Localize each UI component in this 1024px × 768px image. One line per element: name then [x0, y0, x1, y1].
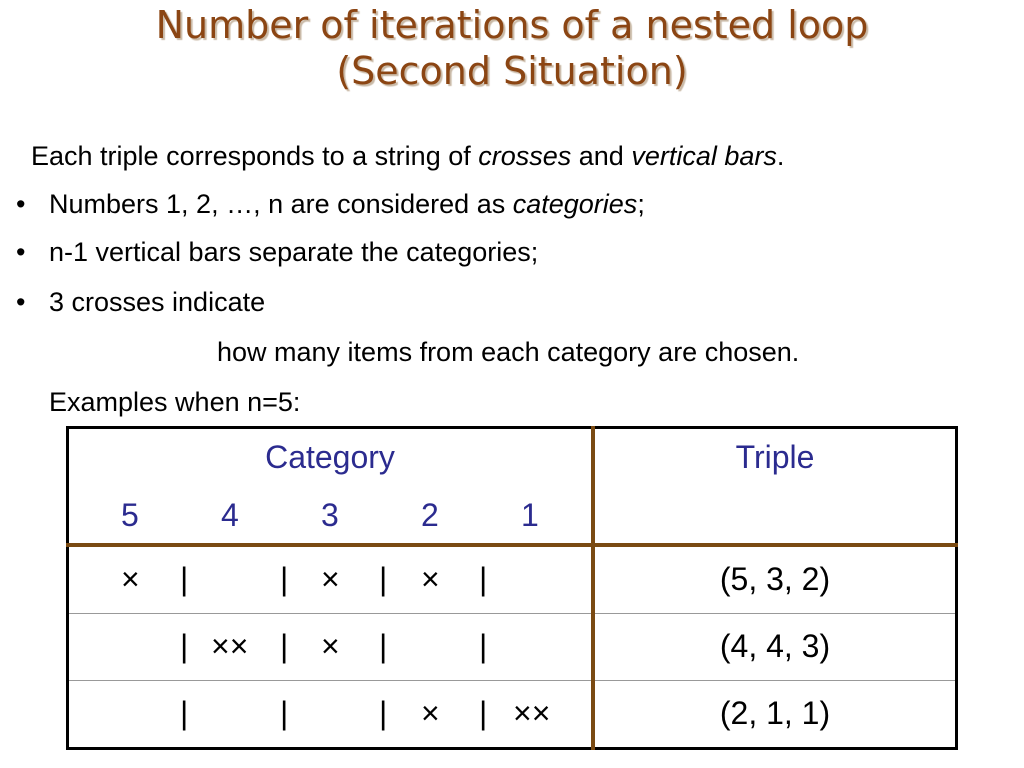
bullet-item-2: n-1 vertical bars separate the categories; [49, 237, 539, 267]
bullet-1-after: ; [637, 189, 645, 219]
pattern-symbol: | [280, 628, 289, 664]
pattern-symbol: | [280, 695, 289, 731]
pattern-symbol: | [180, 561, 189, 597]
pattern-cell [68, 681, 594, 749]
slide-title [0, 2, 1024, 94]
triple-header: Triple [735, 439, 815, 475]
bullet-item-1 [49, 188, 645, 220]
cross-bar-pattern [69, 695, 591, 735]
table-header-row [68, 428, 957, 546]
triple-cell [593, 681, 957, 749]
pattern-symbol: | [180, 695, 189, 731]
intro-before: Each triple corresponds to a string of [31, 141, 479, 171]
table-row [68, 614, 957, 681]
pattern-symbol: × [421, 561, 440, 597]
category-number: 3 [321, 497, 339, 533]
category-number: 5 [121, 497, 139, 533]
pattern-symbol: ×× [513, 695, 551, 731]
pattern-symbol: × [321, 561, 340, 597]
intro-vertical-bars: vertical bars [631, 141, 777, 171]
category-number: 2 [421, 497, 439, 533]
triple-header-cell [593, 428, 957, 546]
pattern-symbol: | [379, 561, 388, 597]
pattern-symbol: | [479, 628, 488, 664]
pattern-symbol: × [321, 628, 340, 664]
pattern-symbol: | [379, 628, 388, 664]
pattern-symbol: × [421, 695, 440, 731]
pattern-symbol: | [180, 628, 189, 664]
pattern-symbol: | [479, 695, 488, 731]
pattern-cell [68, 614, 594, 681]
triple-value: (5, 3, 2) [719, 561, 831, 597]
bullet-item-3: 3 crosses indicate [49, 287, 266, 317]
intro-text [31, 140, 784, 172]
slide-title-line-1: Number of iterations of a nested loop [155, 3, 869, 47]
cross-bar-pattern [69, 561, 591, 601]
pattern-cell [68, 545, 594, 614]
table-row [68, 681, 957, 749]
pattern-symbol: ×× [211, 628, 249, 664]
triple-cell [593, 614, 957, 681]
triple-value: (4, 4, 3) [719, 628, 831, 664]
examples-table [66, 426, 958, 750]
bullet-marker-2: • [16, 237, 26, 267]
category-header-cell [68, 428, 594, 546]
bullet-marker-3: • [16, 287, 26, 317]
intro-crosses: crosses [478, 141, 572, 171]
slide-title-line-2: (Second Situation) [336, 49, 688, 93]
examples-label: Examples when n=5: [49, 387, 301, 417]
category-number: 4 [221, 497, 239, 533]
bullet-marker-1: • [16, 189, 26, 219]
category-header: Category [265, 439, 395, 475]
pattern-symbol: × [121, 561, 140, 597]
pattern-symbol: | [280, 561, 289, 597]
bullet-1-emph: categories [512, 189, 638, 219]
continuation-text: how many items from each category are chosen. [217, 337, 800, 367]
table-row [68, 545, 957, 614]
category-number: 1 [521, 497, 539, 533]
intro-end: . [776, 141, 785, 171]
pattern-symbol: | [479, 561, 488, 597]
pattern-symbol: | [379, 695, 388, 731]
intro-mid: and [571, 141, 632, 171]
cross-bar-pattern [69, 628, 591, 668]
category-numbers [69, 497, 591, 537]
triple-value: (2, 1, 1) [719, 695, 831, 731]
bullet-1-before: Numbers 1, 2, …, n are considered as [49, 189, 513, 219]
triple-cell [593, 545, 957, 614]
